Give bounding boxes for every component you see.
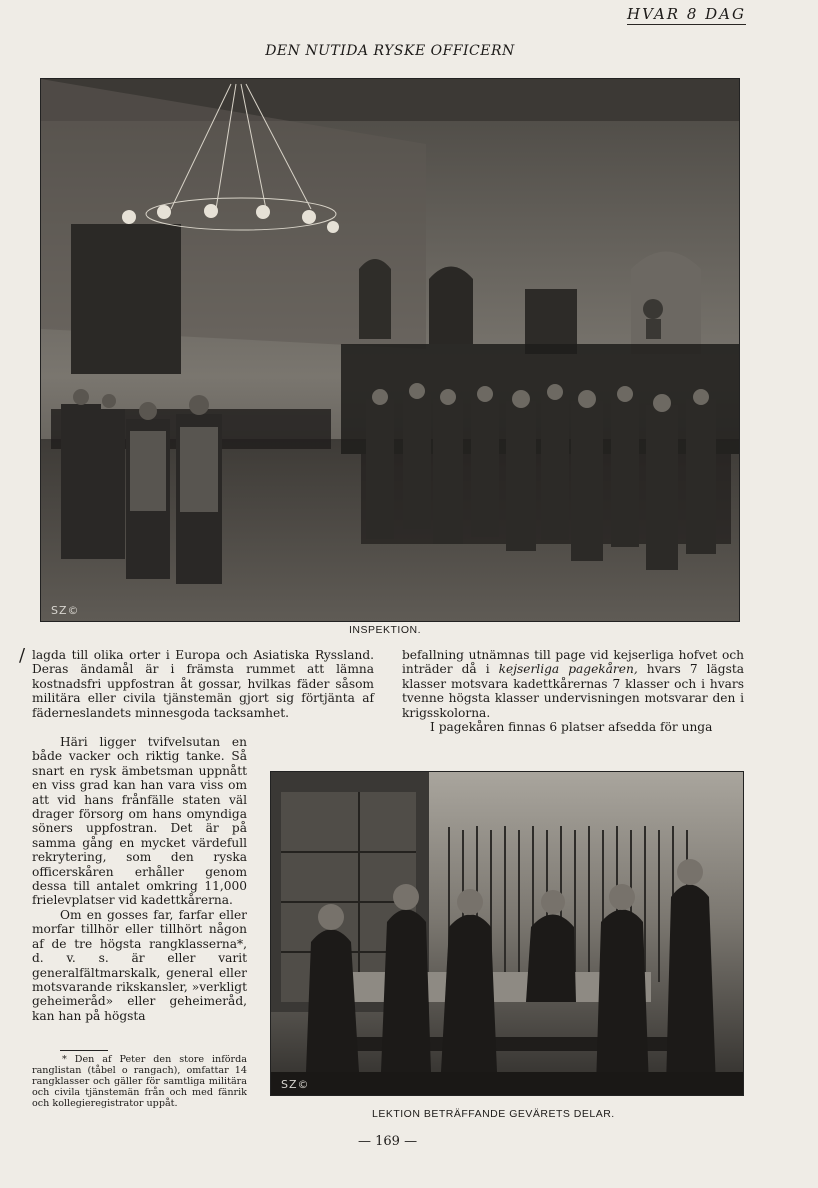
lesson-room-illustration	[271, 772, 743, 1095]
photo-signature: SZ©	[281, 1078, 310, 1091]
lesson-photo	[270, 771, 744, 1096]
article-title: DEN NUTIDA RYSKE OFFICERN	[265, 43, 515, 59]
right-paragraph-1-end: hvars 7 lägsta klasser motsvara kadettkårernas 7 klasser och i hvars tvenne högsta klasser undervisningen motsvarar den i krigsskolorna.	[402, 662, 745, 720]
left-paragraph-1: lagda till olika orter i Europa och Asiatiska Ryssland. Deras ändamål är i främsta rummet att lämna kostnadsfri uppfostran åt gossar, hvilkas fäder såsom militära eller civila tjänstemän gjort sig förtjänta af fäderneslandets minnesgoda tacksamhet.	[32, 648, 374, 720]
magazine-title: HVAR 8 DAG	[627, 5, 746, 23]
left-paragraph-2: Häri ligger tvifvelsutan en både vacker och riktig tanke. Så snart en rysk ämbetsman uppnått en viss grad kan han vara viss om att vid hans frånfälle staten väl drager försorg om hans omyndiga söners uppfostran. Det är på samma gång en mycket värdefull rekrytering, som den ryska officerskåren erhåller genom dessa till antalet omkring 11,000 frielevplatser vid kadettkårerna.	[32, 735, 247, 908]
bottom-photo-caption: LEKTION BETRÄFFANDE GEVÄRETS DELAR.	[372, 1108, 615, 1120]
photo-signature: SZ©	[51, 604, 80, 617]
margin-mark: /	[19, 645, 26, 666]
footnote-divider	[60, 1050, 108, 1051]
right-paragraph-1-start: befallning utnämnas till page vid kejserliga hofvet och inträder då i	[402, 648, 744, 677]
left-paragraph-3: Om en gosses far, farfar eller morfar tillhör eller tillhört någon af de tre högsta rangklasserna*, d. v. s. är eller varit generalfältmarskalk, general eller motsvarande rikskansler, »verkligt geheimeråd» eller geheimeråd, kan han på högsta	[32, 907, 247, 1023]
footnote	[32, 1054, 247, 1109]
left-column-narrow-text	[32, 735, 247, 1023]
inspection-hall-illustration	[41, 79, 739, 621]
right-paragraph-2: I pagekåren finnas 6 platser afsedda för unga	[430, 720, 713, 735]
inspection-photo	[40, 78, 740, 622]
imperial-page-corps-emphasis: kejserliga pagekåren,	[498, 662, 638, 677]
left-column-text	[32, 648, 374, 720]
footnote-text: * Den af Peter den store införda ranglistan (tåbel o rangach), omfattar 14 rangklasser och gäller för samtliga militära och civila tjänstemän från och med fänrik och kollegieregistrator uppåt.	[32, 1054, 247, 1109]
top-photo-caption: INSPEKTION.	[349, 624, 422, 636]
right-column-text	[402, 648, 744, 734]
right-paragraph-1	[402, 648, 744, 720]
page-number: — 169 —	[358, 1134, 418, 1149]
